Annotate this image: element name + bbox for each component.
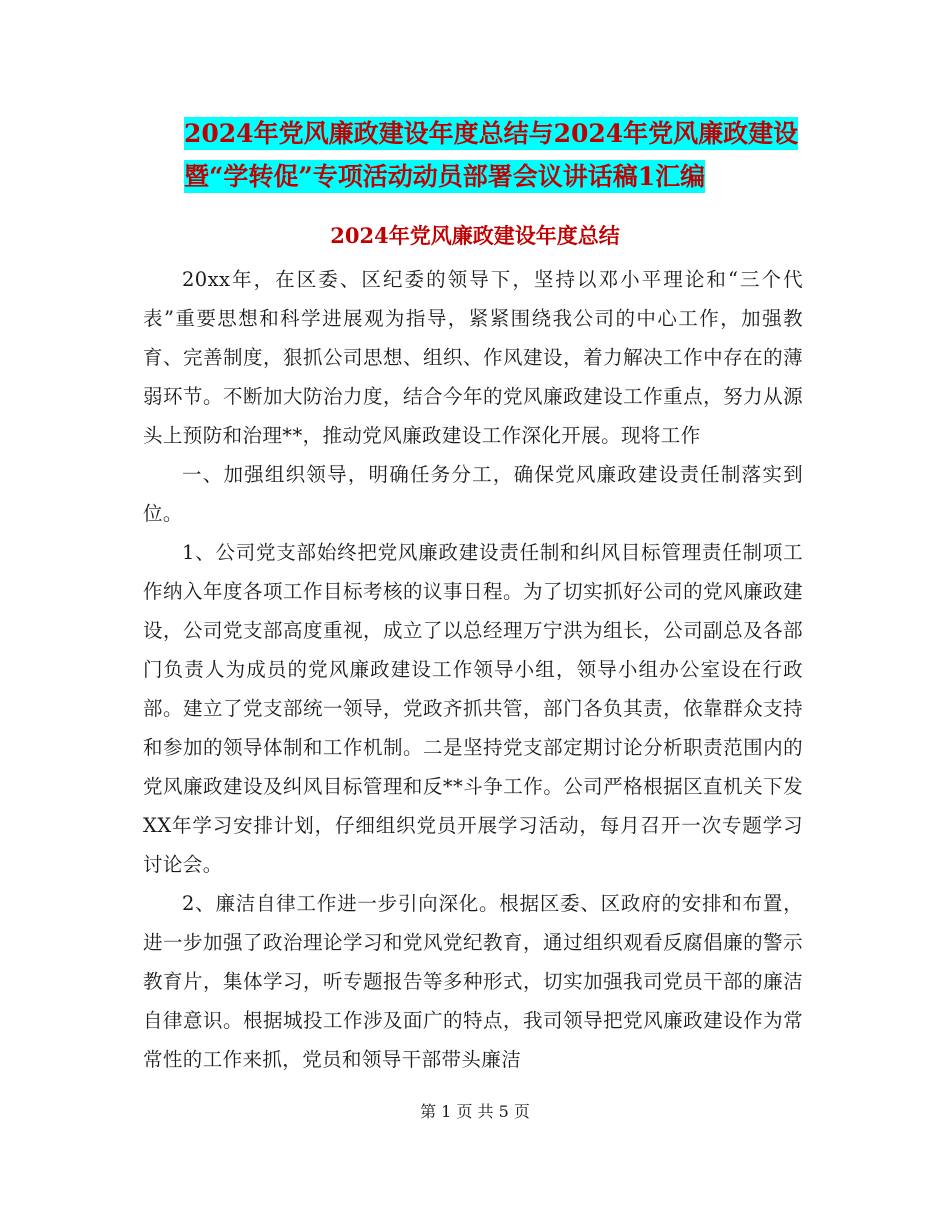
- document-title-line-2: 暨“学转促”专项活动动员部署会议讲话稿1汇编: [184, 162, 706, 191]
- page-number-footer: 第 1 页 共 5 页: [420, 1102, 530, 1121]
- paragraph: 一、加强组织领导，明确任务分工，确保党风廉政建设责任制落实到位。: [143, 463, 803, 525]
- paragraph: 20xx年，在区委、区纪委的领导下，坚持以邓小平理论和“三个代表”重要思想和科学进展观为指导，紧紧围绕我公司的中心工作，加强教育、完善制度，狠抓公司思想、组织、作风建设，着力解决工作中存在的薄弱环节。不断加大防治力度，结合今年的党风廉政建设工作重点，努力从源头上预防和治理**，推动党风廉政建设工作深化开展。现将工作: [143, 268, 803, 447]
- document-title-line-1: 2024年党风廉政建设年度总结与2024年党风廉政建设: [184, 119, 799, 148]
- paragraph: 2、廉洁自律工作进一步引向深化。根据区委、区政府的安排和布置，进一步加强了政治理论学习和党风党纪教育，通过组织观看反腐倡廉的警示教育片，集体学习，听专题报告等多种形式，切实加强我司党员干部的廉洁自律意识。根据城投工作涉及面广的特点，我司领导把党风廉政建设作为常常性的工作来抓，党员和领导干部带头廉洁: [143, 892, 803, 1071]
- document-body: [143, 260, 803, 1079]
- document-title: [184, 112, 824, 198]
- section-title: 2024年党风廉政建设年度总结: [330, 223, 620, 248]
- paragraph: 1、公司党支部始终把党风廉政建设责任制和纠风目标管理责任制项工作纳入年度各项工作目标考核的议事日程。为了切实抓好公司的党风廉政建设，公司党支部高度重视，成立了以总经理万宁洪为组长，公司副总及各部门负责人为成员的党风廉政建设工作领导小组，领导小组办公室设在行政部。建立了党支部统一领导，党政齐抓共管，部门各负其责，依靠群众支持和参加的领导体制和工作机制。二是坚持党支部定期讨论分析职责范围内的党风廉政建设及纠风目标管理和反**斗争工作。公司严格根据区直机关下发XX年学习安排计划，仔细组织党员开展学习活动，每月召开一次专题学习讨论会。: [143, 541, 803, 876]
